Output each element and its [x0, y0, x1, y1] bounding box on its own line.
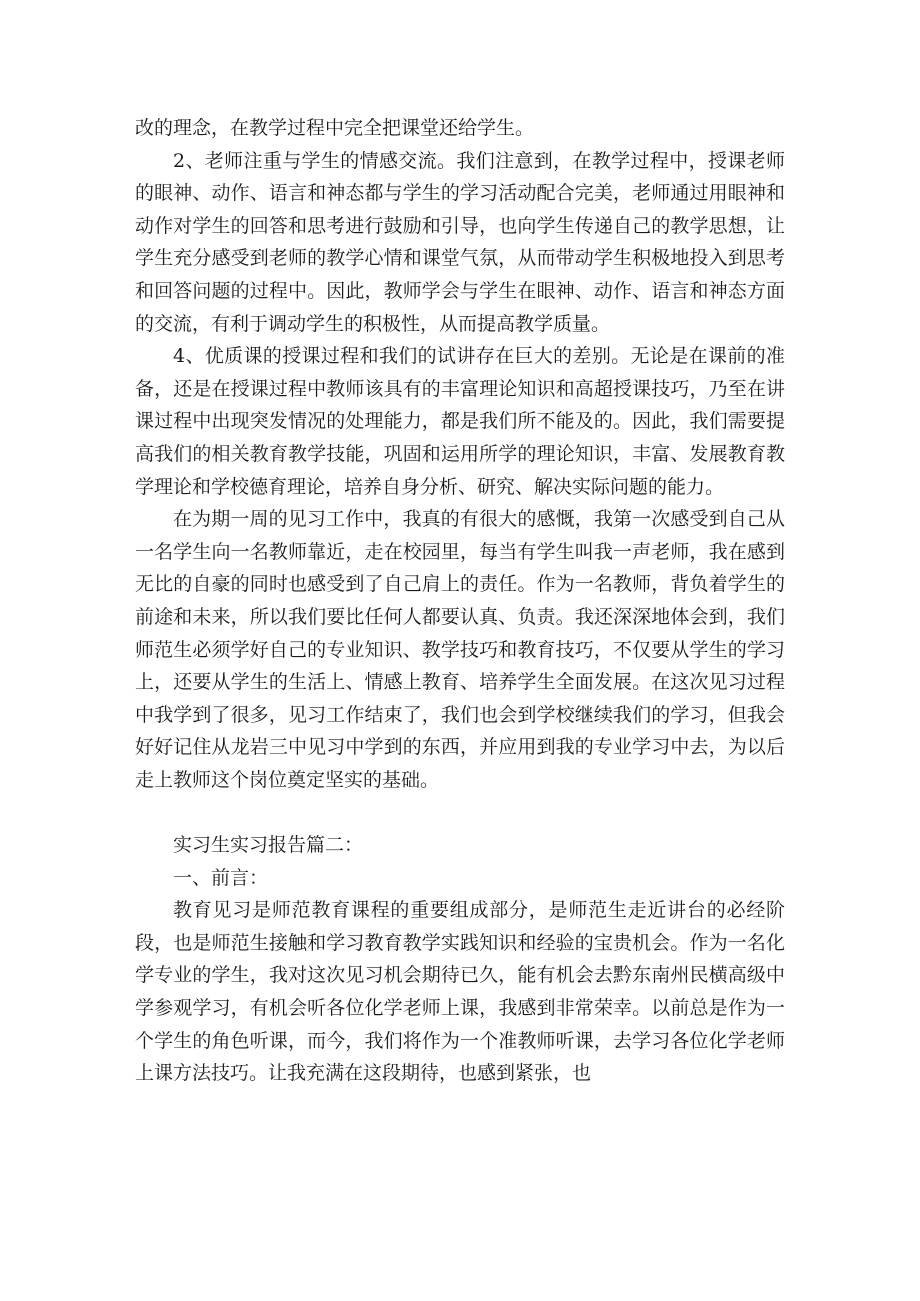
- paragraph-intro: 教育见习是师范教育课程的重要组成部分，是师范生走近讲台的必经阶段，也是师范生接触和学习教育教学实践知识和经验的宝贵机会。作为一名化学专业的学生，我对这次见习机会期待已久，能有机会去黔东南州民横高级中学参观学习，有机会听各位化学老师上课，我感到非常荣幸。以前总是作为一个学生的角色听课，而今，我们将作为一个准教师听课，去学习各位化学老师上课方法技巧。让我充满在这段期待，也感到紧张，也: [135, 899, 785, 1085]
- paragraph-point-2: 2、老师注重与学生的情感交流。我们注意到，在教学过程中，授课老师的眼神、动作、语言和神态都与学生的学习活动配合完美，老师通过用眼神和动作对学生的回答和思考进行鼓励和引导，也向学生传递自己的教学思想，让学生充分感受到老师的教学心情和课堂气氛，从而带动学生积极地投入到思考和回答问题的过程中。因此，教师学会与学生在眼神、动作、语言和神态方面的交流，有利于调动学生的积极性，从而提高教学质量。: [135, 149, 785, 335]
- paragraph-continuation: 改的理念，在教学过程中完全把课堂还给学生。: [135, 117, 535, 139]
- paragraph-reflection: 在为期一周的见习工作中，我真的有很大的感慨，我第一次感受到自己从一名学生向一名教师靠近，走在校园里，每当有学生叫我一声老师，我在感到无比的自豪的同时也感受到了自己肩上的责任。作为一名教师，背负着学生的前途和未来，所以我们要比任何人都要认真、负责。我还深深地体会到，我们师范生必须学好自己的专业知识、教学技巧和教育技巧，不仅要从学生的学习上，还要从学生的生活上、情感上教育、培养学生全面发展。在这次见习过程中我学到了很多，见习工作结束了，我们也会到学校继续我们的学习，但我会好好记住从龙岩三中见习中学到的东西，并应用到我的专业学习中去，为以后走上教师这个岗位奠定坚实的基础。: [135, 508, 785, 791]
- document-body: [135, 112, 785, 1090]
- section-title: 实习生实习报告篇二：: [173, 834, 364, 857]
- subsection-title: 一、前言：: [173, 866, 269, 889]
- paragraph-point-4: 4、优质课的授课过程和我们的试讲存在巨大的差别。无论是在课前的准备，还是在授课过程中教师该具有的丰富理论知识和高超授课技巧，乃至在讲课过程中出现突发情况的处理能力，都是我们所不能及的。因此，我们需要提高我们的相关教育教学技能，巩固和运用所学的理论知识，丰富、发展教育教学理论和学校德育理论，培养自身分析、研究、解决实际问题的能力。: [135, 345, 785, 498]
- paragraph-gap: [135, 796, 785, 829]
